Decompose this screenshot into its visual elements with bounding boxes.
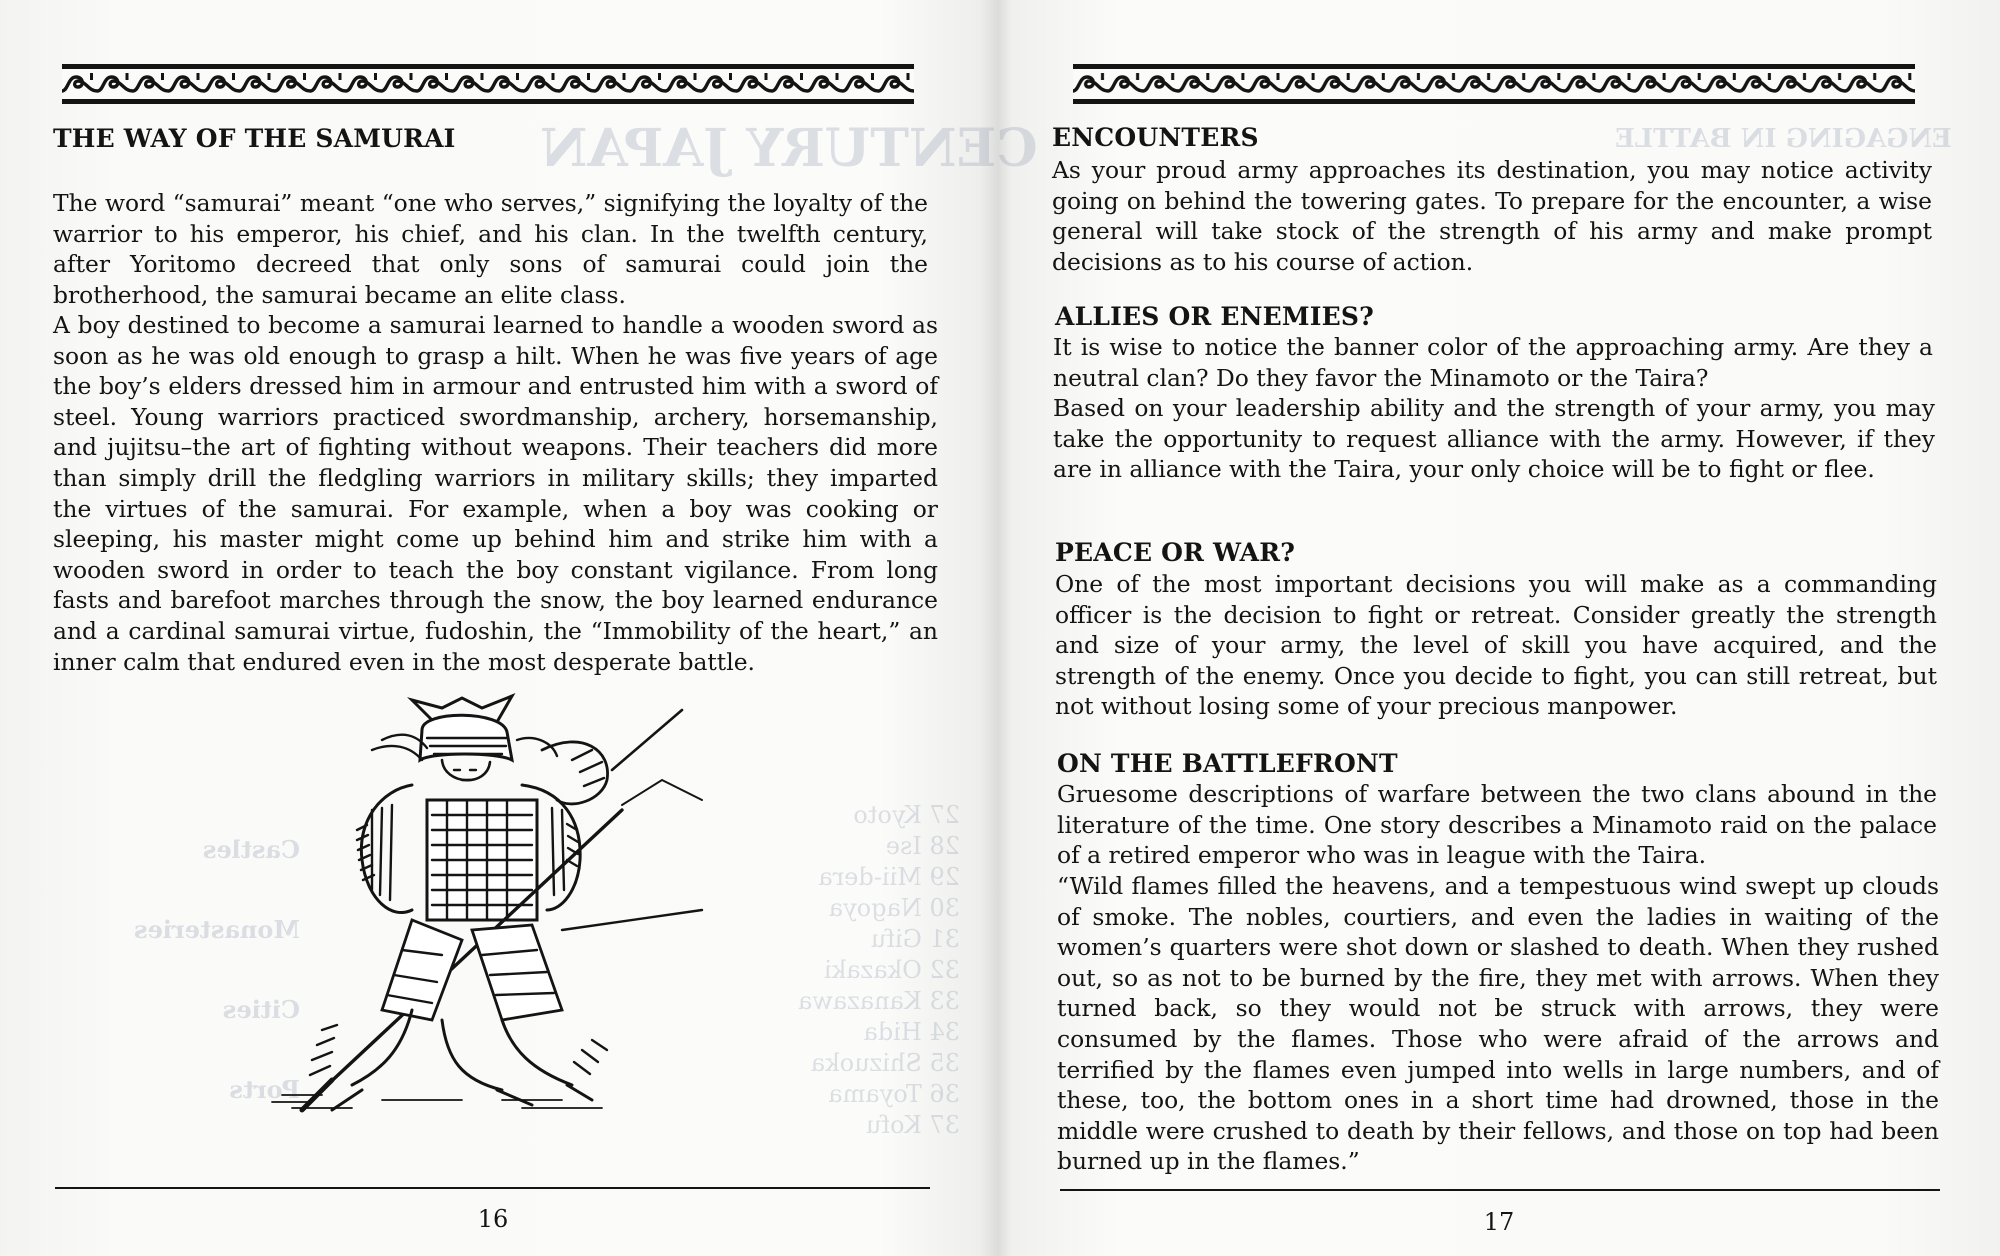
show-through-title: CENTURY JAPAN — [540, 118, 1038, 179]
decorative-border-right — [1073, 64, 1915, 104]
show-through-list-item: 30 Nagoya — [828, 894, 960, 922]
section-heading-allies: ALLIES OR ENEMIES? — [1055, 302, 1375, 331]
body-paragraph: A boy destined to become a samurai learned to handle a wooden sword as soon as he was old enough to grasp a hilt. When he was five years of age the boy’s elders dressed him in armour and entrusted him with a sword of steel. Young warriors practiced swordmanship, archery, horsemanship, and jujitsu–the art of fighting without weapons. Their teachers did more than simply drill the fledgling warriors in military skills; they imparted the virtues of the samurai. For example, when a boy was cooking or sleeping, his master might come up behind him and strike him with a wooden sword in order to teach the boy constant vigilance. From long fasts and barefoot marches through the snow, the boy learned endurance and a cardinal samurai virtue, fudoshin, the “Immobility of the heart,” an inner calm that endured even in the most desperate battle. — [53, 311, 938, 676]
wave-pattern-icon — [1073, 69, 1915, 99]
body-paragraph: “Wild flames filled the heavens, and a tempestuous wind swept up clouds of smoke. The nobles, courtiers, and even the ladies in waiting of the women’s quarters were shot down or slashed to death. When they rushed out, so as not to be burned by the fire, they met with arrows. When they turned back, so they would not be struck with arrows, they were consumed by the flames. Those who were afraid of the arrows and terrified by the flames even jumped into wells in large numbers, and of these, too, the bottom ones in a short time had drowned, those in the middle were crushed to death by their fellows, and those on top had been burned up in the flames.” — [1057, 872, 1939, 1176]
right-page — [1000, 0, 2000, 1256]
page-number: 17 — [1483, 1208, 1515, 1236]
show-through-list-item: 27 Kyoto — [853, 801, 960, 829]
body-paragraph: It is wise to notice the banner color of the approaching army. Are they a neutral clan? Do they favor the Minamoto or the Taira? — [1053, 333, 1933, 392]
show-through-list-item: 36 Toyama — [828, 1080, 960, 1108]
show-through-sidebar-item: Monasteries — [134, 915, 300, 944]
footer-rule — [55, 1187, 930, 1189]
section-heading-peace-or-war: PEACE OR WAR? — [1055, 538, 1296, 567]
show-through-list-item: 29 Mii-dera — [818, 863, 960, 891]
body-paragraph: One of the most important decisions you will make as a commanding officer is the decision to fight or retreat. Consider greatly the strength and size of your army, the level of skill you have acquired, and the strength of the enemy. Once you decide to fight, you can still retreat, but not without losing some of your precious manpower. — [1055, 570, 1937, 721]
samurai-illustration — [262, 690, 722, 1120]
body-paragraph: The word “samurai” meant “one who serves,” signifying the loyalty of the warrior to his emperor, his chief, and his clan. In the twelfth century, after Yoritomo decreed that only sons of samurai could join the brotherhood, the samurai became an elite class. — [53, 189, 928, 309]
show-through-list-item: 37 Kofu — [865, 1111, 960, 1139]
body-paragraph: Based on your leadership ability and the strength of your army, you may take the opportunity to request alliance with the army. However, if they are in alliance with the Taira, your only choice will be to fight or flee. — [1053, 394, 1935, 484]
show-through-list — [760, 800, 960, 1141]
section-heading-encounters: ENCOUNTERS — [1052, 123, 1259, 152]
show-through-sidebar-item: Ports — [229, 1075, 300, 1104]
show-through-sidebar-item: Castles — [202, 835, 300, 864]
show-through-list-item: 35 Shizuoka — [810, 1049, 960, 1077]
section-heading: THE WAY OF THE SAMURAI — [53, 124, 456, 153]
body-paragraph: As your proud army approaches its destination, you may notice activity going on behind the towering gates. To prepare for the encounter, a wise general will take stock of the strength of his army and make prompt decisions as to his course of action. — [1052, 156, 1932, 276]
footer-rule — [1060, 1189, 1940, 1191]
body-paragraph: Gruesome descriptions of warfare between the two clans abound in the literature of the time. One story describes a Minamoto raid on the palace of a retired emperor who was in league with the Taira. — [1057, 780, 1937, 870]
show-through-list-item: 34 Hida — [863, 1018, 960, 1046]
show-through-list-item: 28 Ise — [885, 832, 960, 860]
page-number: 16 — [477, 1205, 509, 1233]
wave-pattern-icon — [62, 69, 914, 99]
decorative-border-left — [62, 64, 914, 104]
show-through-sidebar-item: Cities — [222, 995, 300, 1024]
show-through-list-item: 32 Okazaki — [824, 956, 960, 984]
show-through-title: ENGAGING IN BATTLE — [1615, 124, 1952, 154]
show-through-list-item: 31 Gifu — [870, 925, 960, 953]
section-heading-battlefront: ON THE BATTLEFRONT — [1057, 749, 1398, 778]
show-through-list-item: 33 Kanazawa — [798, 987, 960, 1015]
